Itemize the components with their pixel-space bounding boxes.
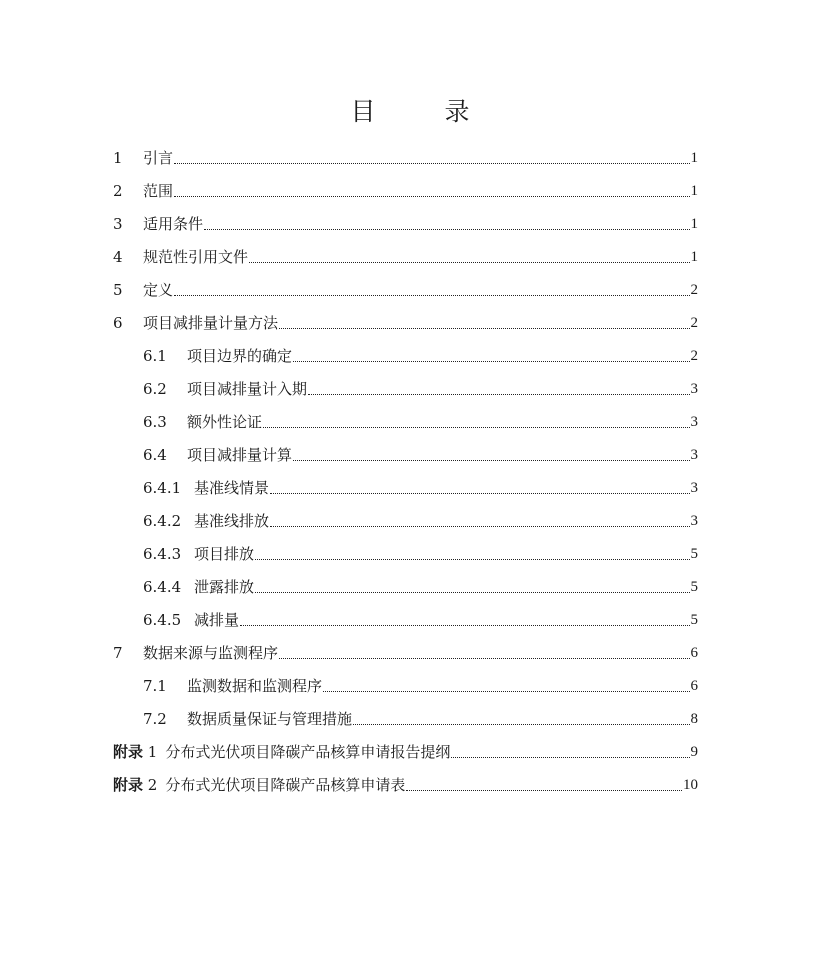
dot-leader	[293, 459, 689, 461]
dot-leader	[255, 591, 689, 593]
toc-entry-title: 引言	[143, 149, 174, 167]
dot-leader	[270, 492, 689, 494]
toc-entry-title: 基准线排放	[194, 512, 270, 530]
toc-entry-page-number: 2	[690, 282, 698, 298]
toc-entry-page-number: 2	[690, 315, 698, 331]
dot-leader	[308, 393, 689, 395]
toc-entry-page-number: 5	[690, 546, 698, 562]
toc-entry-title: 定义	[143, 281, 174, 299]
toc-entry[interactable]	[113, 235, 698, 267]
toc-entry-page-number: 2	[690, 348, 698, 364]
toc-entry-page-number: 3	[690, 447, 698, 463]
toc-entry-page-number: 3	[690, 513, 698, 529]
toc-entry-title: 基准线情景	[194, 479, 270, 497]
toc-entry-number: 4	[113, 248, 123, 266]
toc-entry-title: 数据来源与监测程序	[143, 644, 279, 662]
toc-appendix-entry[interactable]	[113, 730, 698, 762]
toc-entry[interactable]	[143, 598, 698, 630]
toc-entry[interactable]	[143, 565, 698, 597]
toc-entry-number: 6.2	[143, 380, 167, 398]
toc-entry-title: 额外性论证	[187, 413, 263, 431]
toc-entry-number: 6.4	[143, 446, 167, 464]
toc-entry-title: 监测数据和监测程序	[187, 677, 323, 695]
dot-leader	[293, 360, 689, 362]
toc-entry-number: 6.1	[143, 347, 167, 365]
toc-entry-title: 项目边界的确定	[187, 347, 293, 365]
toc-appendix-entry[interactable]	[113, 763, 698, 795]
toc-entry-number: 1	[113, 149, 123, 167]
toc-entry-page-number: 8	[690, 711, 698, 727]
toc-entry-number: 6.4.2	[143, 512, 182, 530]
toc-entry[interactable]	[143, 400, 698, 432]
dot-leader	[270, 525, 689, 527]
toc-entry[interactable]	[113, 631, 698, 663]
dot-leader	[249, 261, 689, 263]
appendix-prefix: 附录	[113, 776, 144, 794]
toc-entry-page-number: 5	[690, 612, 698, 628]
toc-entry-number: 6.4.5	[143, 611, 182, 629]
toc-entry[interactable]	[143, 334, 698, 366]
toc-entry-number: 6.4.4	[143, 578, 182, 596]
toc-entry[interactable]	[143, 532, 698, 564]
toc-entry-title: 适用条件	[143, 215, 204, 233]
toc-entry-title: 项目减排量计入期	[187, 380, 308, 398]
toc-entry[interactable]	[143, 664, 698, 696]
toc-entry-number: 7	[113, 644, 123, 662]
appendix-prefix: 附录	[113, 743, 144, 761]
toc-entry-title: 范围	[143, 182, 174, 200]
toc-entry-number: 5	[113, 281, 123, 299]
toc-entry-number: 6.4.1	[143, 479, 182, 497]
dot-leader	[255, 558, 689, 560]
toc-entry[interactable]	[113, 136, 698, 168]
toc-entry-page-number: 1	[690, 150, 698, 166]
toc-entry-number: 6.3	[143, 413, 167, 431]
toc-entry-page-number: 6	[690, 645, 698, 661]
toc-entry-page-number: 1	[690, 249, 698, 265]
toc-entry-page-number: 9	[690, 744, 698, 760]
appendix-number: 1	[143, 743, 158, 761]
toc-entry[interactable]	[113, 301, 698, 333]
toc-entry-title: 分布式光伏项目降碳产品核算申请报告提纲	[165, 743, 451, 761]
toc-entry-page-number: 6	[690, 678, 698, 694]
toc-entry-title: 规范性引用文件	[143, 248, 249, 266]
dot-leader	[451, 756, 689, 758]
dot-leader	[263, 426, 689, 428]
appendix-label	[113, 742, 157, 762]
toc-entry-page-number: 3	[690, 381, 698, 397]
dot-leader	[240, 624, 689, 626]
toc-entry-title: 泄露排放	[194, 578, 255, 596]
toc-entry[interactable]	[113, 202, 698, 234]
toc-entry-number: 6	[113, 314, 123, 332]
toc-entry-page-number: 5	[690, 579, 698, 595]
dot-leader	[174, 294, 689, 296]
dot-leader	[204, 228, 689, 230]
dot-leader	[174, 162, 689, 164]
toc-entry[interactable]	[113, 169, 698, 201]
toc-entry[interactable]	[143, 466, 698, 498]
toc-entry-page-number: 10	[683, 777, 698, 793]
toc-entry-number: 6.4.3	[143, 545, 182, 563]
toc-entry[interactable]	[143, 433, 698, 465]
toc-entry-title: 项目排放	[194, 545, 255, 563]
toc-title: 目 录	[350, 97, 492, 126]
toc-entry-number: 2	[113, 182, 123, 200]
toc-entry-number: 7.1	[143, 677, 167, 695]
toc-entry-title: 数据质量保证与管理措施	[187, 710, 353, 728]
toc-entry-title: 分布式光伏项目降碳产品核算申请表	[165, 776, 406, 794]
toc-entry-page-number: 3	[690, 414, 698, 430]
dot-leader	[406, 789, 682, 791]
toc-entry-title: 项目减排量计量方法	[143, 314, 279, 332]
dot-leader	[353, 723, 689, 725]
appendix-number: 2	[143, 776, 158, 794]
dot-leader	[174, 195, 689, 197]
dot-leader	[323, 690, 689, 692]
toc-entry-title: 减排量	[194, 611, 240, 629]
toc-entry-number: 7.2	[143, 710, 167, 728]
toc-entry-number: 3	[113, 215, 123, 233]
toc-entry[interactable]	[113, 268, 698, 300]
appendix-label	[113, 775, 157, 795]
dot-leader	[279, 657, 689, 659]
dot-leader	[279, 327, 689, 329]
toc-entry-page-number: 3	[690, 480, 698, 496]
toc-entry[interactable]	[143, 367, 698, 399]
toc-entry-page-number: 1	[690, 183, 698, 199]
toc-entry-page-number: 1	[690, 216, 698, 232]
toc-entry[interactable]	[143, 697, 698, 729]
toc-entry-title: 项目减排量计算	[187, 446, 293, 464]
toc-entry[interactable]	[143, 499, 698, 531]
